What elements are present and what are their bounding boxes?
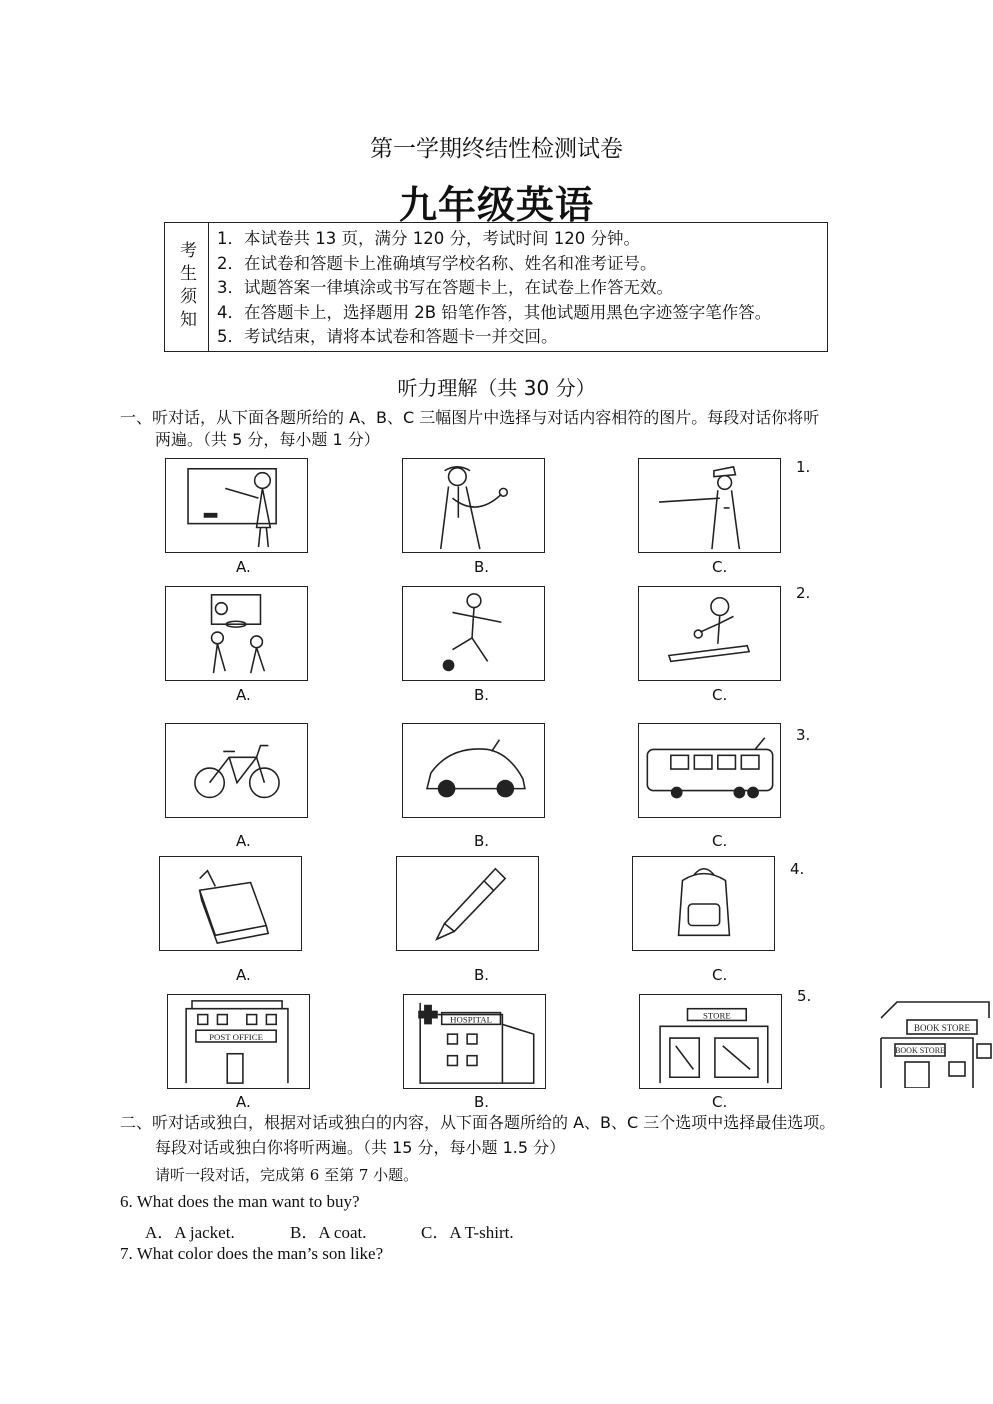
q5-option-c-image[interactable] (639, 994, 782, 1089)
q1-label-a: A. (236, 558, 251, 576)
part2-instructions-line1: 二、听对话或独白，根据对话或独白的内容，从下面各题所给的 A、B、C 三个选项中选择最佳选项。 (120, 1113, 836, 1132)
q2-label-a: A. (236, 686, 251, 704)
q1-option-b-image[interactable] (402, 458, 545, 553)
book-icon (160, 857, 301, 950)
car-icon (403, 724, 544, 817)
q4-label-a: A. (236, 966, 251, 984)
post-office-icon (168, 995, 309, 1088)
bus-icon (639, 724, 780, 817)
part1-instructions-line1: 一、听对话，从下面各题所给的 A、B、C 三幅图片中选择与对话内容相符的图片。每段对话你将听 (120, 408, 820, 427)
q3-number: 3. (796, 726, 811, 744)
q5-option-a-image[interactable] (167, 994, 310, 1089)
q3-label-b: B. (474, 832, 490, 850)
bookstore-icon (877, 998, 993, 1088)
q2-number: 2. (796, 584, 811, 602)
table-tennis-icon (639, 587, 780, 680)
listening-heading: 听力理解（共 30 分） (397, 376, 596, 400)
bookstore-image (877, 998, 993, 1088)
q3-option-b-image[interactable] (402, 723, 545, 818)
q6-option-b[interactable]: B．A coat. (290, 1223, 367, 1242)
police-officer-icon (639, 459, 780, 552)
q5-label-c: C. (712, 1093, 728, 1111)
notice-box (164, 222, 828, 352)
basketball-icon (166, 587, 307, 680)
q1-label-c: C. (712, 558, 728, 576)
post-office-sign: POST OFFICE (209, 1032, 263, 1043)
q4-option-b-image[interactable] (396, 856, 539, 951)
hospital-sign: HOSPITAL (450, 1014, 492, 1025)
q2-label-c: C. (712, 686, 728, 704)
teacher-icon (166, 459, 307, 552)
q3-option-c-image[interactable] (638, 723, 781, 818)
q1-label-b: B. (474, 558, 490, 576)
soccer-icon (403, 587, 544, 680)
q2-option-a-image[interactable] (165, 586, 308, 681)
q4-number: 4. (790, 860, 805, 878)
q6-option-a[interactable]: A．A jacket. (145, 1223, 235, 1242)
part1-instructions-line2: 两遍。（共 5 分，每小题 1 分） (155, 430, 380, 449)
hospital-icon (404, 995, 545, 1088)
q4-option-a-image[interactable] (159, 856, 302, 951)
q6-text: 6. What does the man want to buy? (120, 1192, 360, 1211)
q2-option-b-image[interactable] (402, 586, 545, 681)
notice-label: 考生须知 (165, 223, 209, 351)
backpack-icon (633, 857, 774, 950)
q4-option-c-image[interactable] (632, 856, 775, 951)
notice-line: 4．在答题卡上，选择题用 2B 铅笔作答，其他试题用黑色字迹签字笔作答。 (217, 302, 772, 322)
q5-option-b-image[interactable] (403, 994, 546, 1089)
bookstore-sign-top: BOOK STORE (913, 1023, 971, 1033)
q5-number: 5. (797, 987, 812, 1005)
q2-label-b: B. (474, 686, 490, 704)
notice-lines (217, 227, 771, 350)
part2-instructions-line2: 每段对话或独白你将听两遍。（共 15 分，每小题 1.5 分） (155, 1138, 566, 1157)
q3-label-c: C. (712, 832, 728, 850)
exam-subtitle: 第一学期终结性检测试卷 (370, 136, 623, 162)
notice-line: 1．本试卷共 13 页，满分 120 分，考试时间 120 分钟。 (217, 229, 640, 248)
notice-line: 2．在试卷和答题卡上准确填写学校名称、姓名和准考证号。 (217, 253, 657, 273)
pen-icon (397, 857, 538, 950)
doctor-icon (403, 459, 544, 552)
q5-label-a: A. (236, 1093, 251, 1111)
exam-title: 九年级英语 (398, 183, 594, 227)
q1-number: 1. (796, 458, 811, 476)
q2-option-c-image[interactable] (638, 586, 781, 681)
notice-line: 5．考试结束，请将本试卷和答题卡一并交回。 (217, 327, 558, 346)
q6-option-c[interactable]: C．A T-shirt. (421, 1223, 514, 1242)
q4-label-b: B. (474, 966, 490, 984)
notice-line: 3．试题答案一律填涂或书写在答题卡上，在试卷上作答无效。 (217, 278, 673, 297)
part2-instructions-line3: 请听一段对话，完成第 6 至第 7 小题。 (155, 1166, 419, 1184)
q3-option-a-image[interactable] (165, 723, 308, 818)
bookstore-sign-low: BOOK STORE (895, 1046, 945, 1055)
q7-text: 7. What color does the man’s son like? (120, 1244, 384, 1263)
q3-label-a: A. (236, 832, 251, 850)
q1-option-c-image[interactable] (638, 458, 781, 553)
q4-label-c: C. (712, 966, 728, 984)
bicycle-icon (166, 724, 307, 817)
q5-label-b: B. (474, 1093, 490, 1111)
store-icon (640, 995, 781, 1088)
q1-option-a-image[interactable] (165, 458, 308, 553)
store-sign: STORE (703, 1010, 731, 1021)
